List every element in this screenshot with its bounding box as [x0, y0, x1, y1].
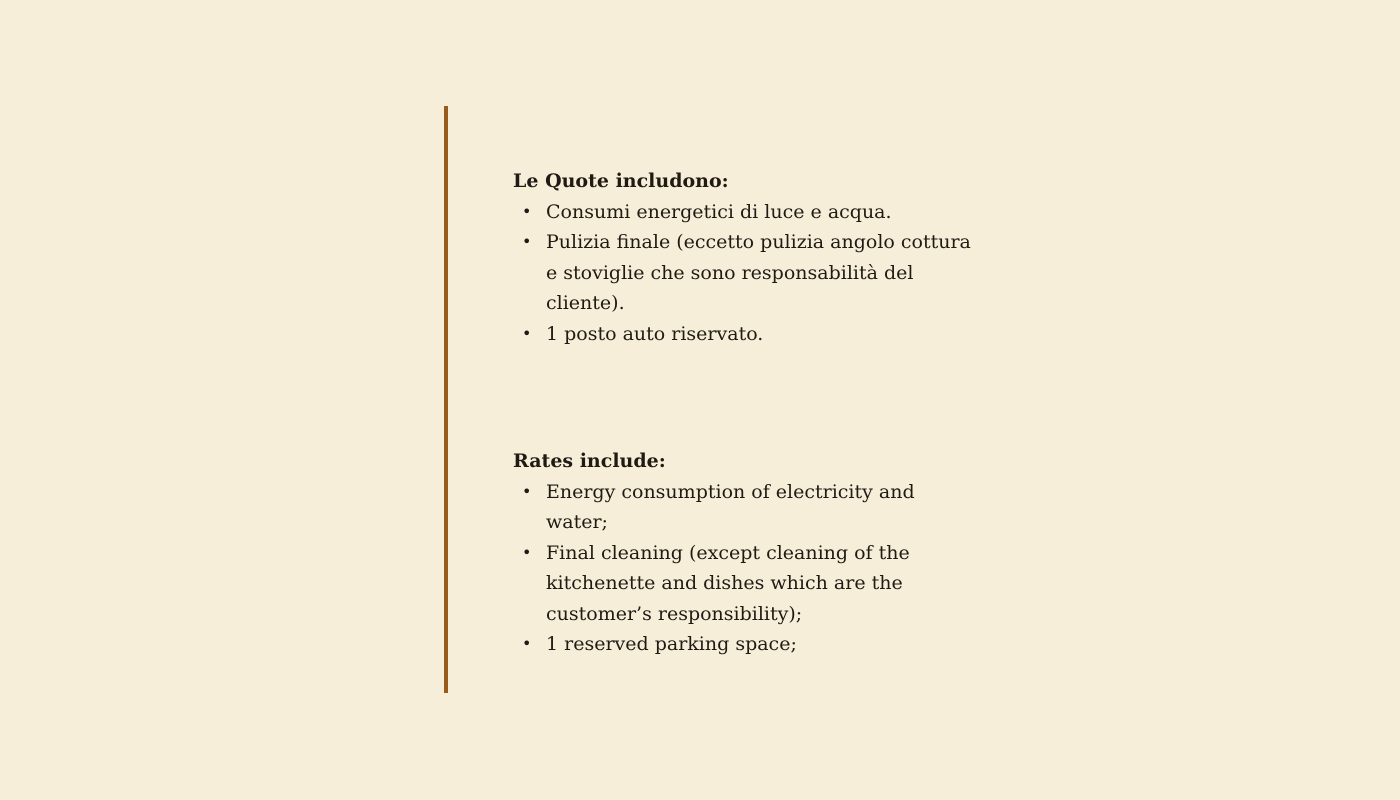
bullet-icon: •	[522, 201, 532, 221]
english-inclusions-list	[513, 477, 973, 660]
italian-inclusions-list	[513, 197, 973, 350]
vertical-divider	[444, 106, 448, 693]
bullet-icon: •	[522, 542, 532, 562]
list-item	[513, 629, 973, 660]
list-item-text: Energy consumption of electricity and water;	[546, 480, 915, 533]
bullet-icon: •	[522, 323, 532, 343]
bullet-icon: •	[522, 232, 532, 251]
italian-heading: Le Quote includono:	[513, 170, 729, 192]
english-rates-section	[513, 446, 973, 660]
list-item-text: Final cleaning (except cleaning of the kitchenette and dishes which are the customer’s responsibility);	[546, 541, 910, 625]
list-item-text: 1 posto auto riservato.	[546, 322, 764, 345]
list-item	[513, 319, 973, 350]
list-item-text: Consumi energetici di luce e acqua.	[546, 200, 892, 223]
bullet-icon: •	[522, 634, 532, 653]
list-item	[513, 197, 973, 228]
list-item-text: 1 reserved parking space;	[546, 633, 797, 655]
italian-rates-section	[513, 166, 973, 349]
list-item	[513, 477, 973, 538]
list-item	[513, 227, 973, 319]
list-item	[513, 538, 973, 630]
bullet-icon: •	[522, 481, 532, 501]
list-item-text: Pulizia finale (eccetto pulizia angolo cottura e stoviglie che sono responsabilità del cliente).	[546, 231, 971, 314]
english-heading: Rates include:	[513, 450, 666, 472]
